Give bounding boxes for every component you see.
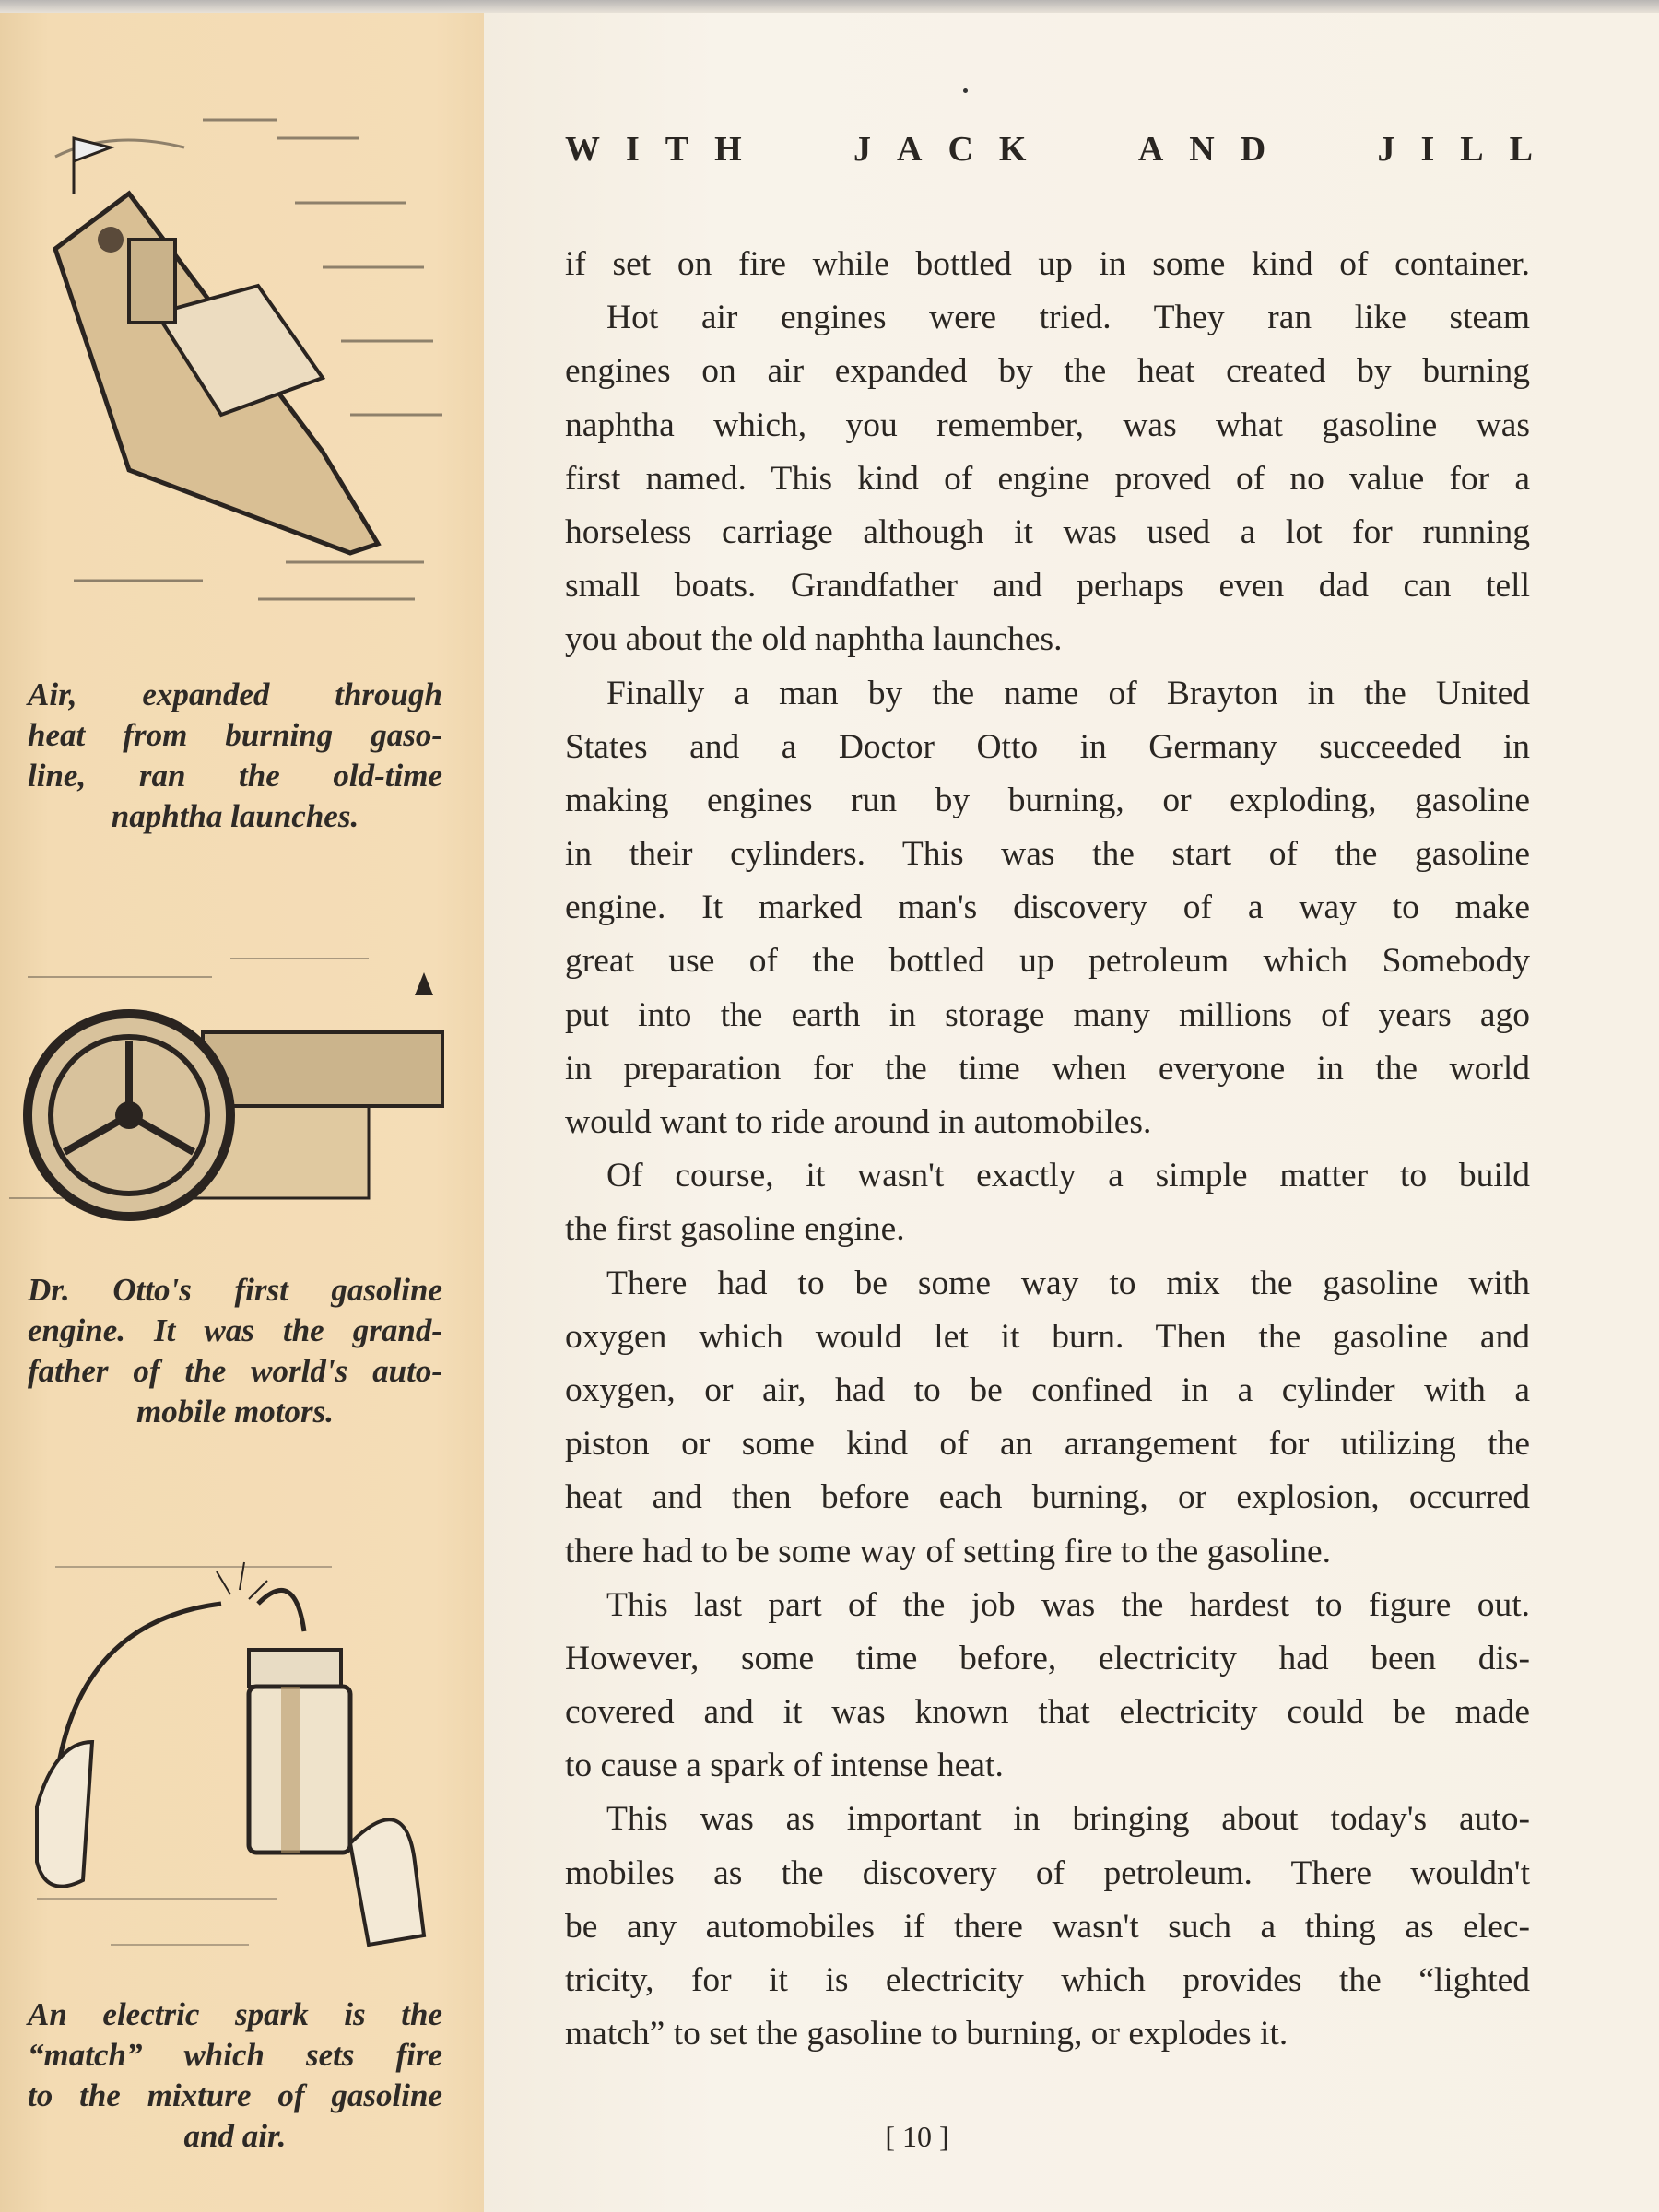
caption-boat <box>28 675 442 837</box>
text-line: covered and it was known that electricity could be made <box>565 1693 1530 1732</box>
text-line: Hot air engines were tried. They ran like steam <box>606 299 1530 337</box>
caption-line: line, ran the old-time <box>28 758 442 794</box>
print-mark <box>963 88 968 93</box>
caption-line: Dr. Otto's first gasoline <box>28 1272 442 1308</box>
text-line: Of course, it wasn't exactly a simple matter to build <box>606 1157 1530 1195</box>
text-line: heat and then before each burning, or explosion, occurred <box>565 1478 1530 1517</box>
text-line: you about the old naphtha launches. <box>565 620 1063 659</box>
page-number: [ 10 ] <box>885 2120 949 2153</box>
paragraph <box>565 1257 1530 1579</box>
caption-line: heat from burning gaso- <box>28 717 442 753</box>
caption-line: to the mixture of gasoline <box>28 2077 442 2113</box>
text-line: be any automobiles if there wasn't such a thing as elec- <box>565 1907 1530 1946</box>
text-line: great use of the bottled up petroleum which Somebody <box>565 942 1530 981</box>
caption-line: Air, expanded through <box>28 677 442 712</box>
text-line: States and a Doctor Otto in Germany succeeded in <box>565 727 1530 766</box>
text-line: naphtha which, you remember, was what gasoline was <box>565 406 1530 444</box>
caption-engine <box>28 1270 442 1432</box>
header-word: AND <box>1137 130 1292 169</box>
caption-line: mobile motors. <box>136 1394 334 1430</box>
text-line: piston or some kind of an arrangement for utilizing the <box>565 1425 1530 1464</box>
header-word: JILL <box>1377 130 1559 169</box>
text-line: the first gasoline engine. <box>565 1210 905 1249</box>
text-line: There had to be some way to mix the gasoline with <box>606 1264 1530 1302</box>
text-line: first named. This kind of engine proved of no value for a <box>565 459 1530 498</box>
text-line: in their cylinders. This was the start of the gasoline <box>565 835 1530 874</box>
header-word: JACK <box>853 130 1053 169</box>
text-line: This last part of the job was the hardest to figure out. <box>606 1585 1530 1624</box>
paragraph <box>565 1793 1530 2061</box>
text-line: small boats. Grandfather and perhaps even dad can tell <box>565 567 1530 606</box>
caption-line: An electric spark is the <box>28 1996 442 2032</box>
text-line: making engines run by burning, or exploding, gasoline <box>565 781 1530 819</box>
text-line: put into the earth in storage many millions of years ago <box>565 995 1530 1034</box>
naphtha-launch-boat-illustration <box>18 83 461 654</box>
paragraph <box>565 291 1530 666</box>
text-line: oxygen which would let it burn. Then the gasoline and <box>565 1317 1530 1356</box>
text-line: if set on fire while bottled up in some kind of container. <box>565 245 1530 283</box>
body-text <box>565 238 1530 2061</box>
text-line: to cause a spark of intense heat. <box>565 1747 1004 1785</box>
header-word: WITH <box>565 130 768 169</box>
text-line: match” to set the gasoline to burning, or explodes it. <box>565 2015 1288 2053</box>
text-line: mobiles as the discovery of petroleum. There wouldn't <box>565 1853 1530 1892</box>
text-line: This was as important in bringing about today's auto- <box>606 1800 1530 1839</box>
text-line: there had to be some way of setting fire to the gasoline. <box>565 1532 1332 1571</box>
text-line: tricity, for it is electricity which provides the “lighted <box>565 1961 1530 1999</box>
caption-line: “match” which sets fire <box>28 2037 442 2073</box>
text-line: oxygen, or air, had to be confined in a cylinder with a <box>565 1371 1530 1409</box>
scan-top-edge <box>0 0 1659 13</box>
text-line: horseless carriage although it was used a lot for running <box>565 512 1530 551</box>
paragraph <box>565 1579 1530 1794</box>
text-line: Finally a man by the name of Brayton in the United <box>606 674 1530 712</box>
otto-gasoline-engine-illustration <box>9 940 470 1253</box>
paragraph <box>565 1149 1530 1256</box>
electric-spark-jar-illustration <box>18 1512 461 1972</box>
paragraph <box>565 667 1530 1150</box>
text-line: engines on air expanded by the heat created by burning <box>565 352 1530 391</box>
text-line: would want to ride around in automobiles. <box>565 1103 1152 1141</box>
text-line: engine. It marked man's discovery of a way to make <box>565 888 1530 927</box>
text-line: in preparation for the time when everyone in the world <box>565 1049 1530 1088</box>
caption-line: engine. It was the grand- <box>28 1312 442 1348</box>
caption-line: and air. <box>183 2118 287 2154</box>
caption-line: father of the world's auto- <box>28 1353 442 1389</box>
paragraph <box>565 238 1530 291</box>
caption-line: naphtha launches. <box>111 798 359 834</box>
text-line: However, some time before, electricity had been dis- <box>565 1639 1530 1677</box>
running-header <box>565 129 1559 170</box>
